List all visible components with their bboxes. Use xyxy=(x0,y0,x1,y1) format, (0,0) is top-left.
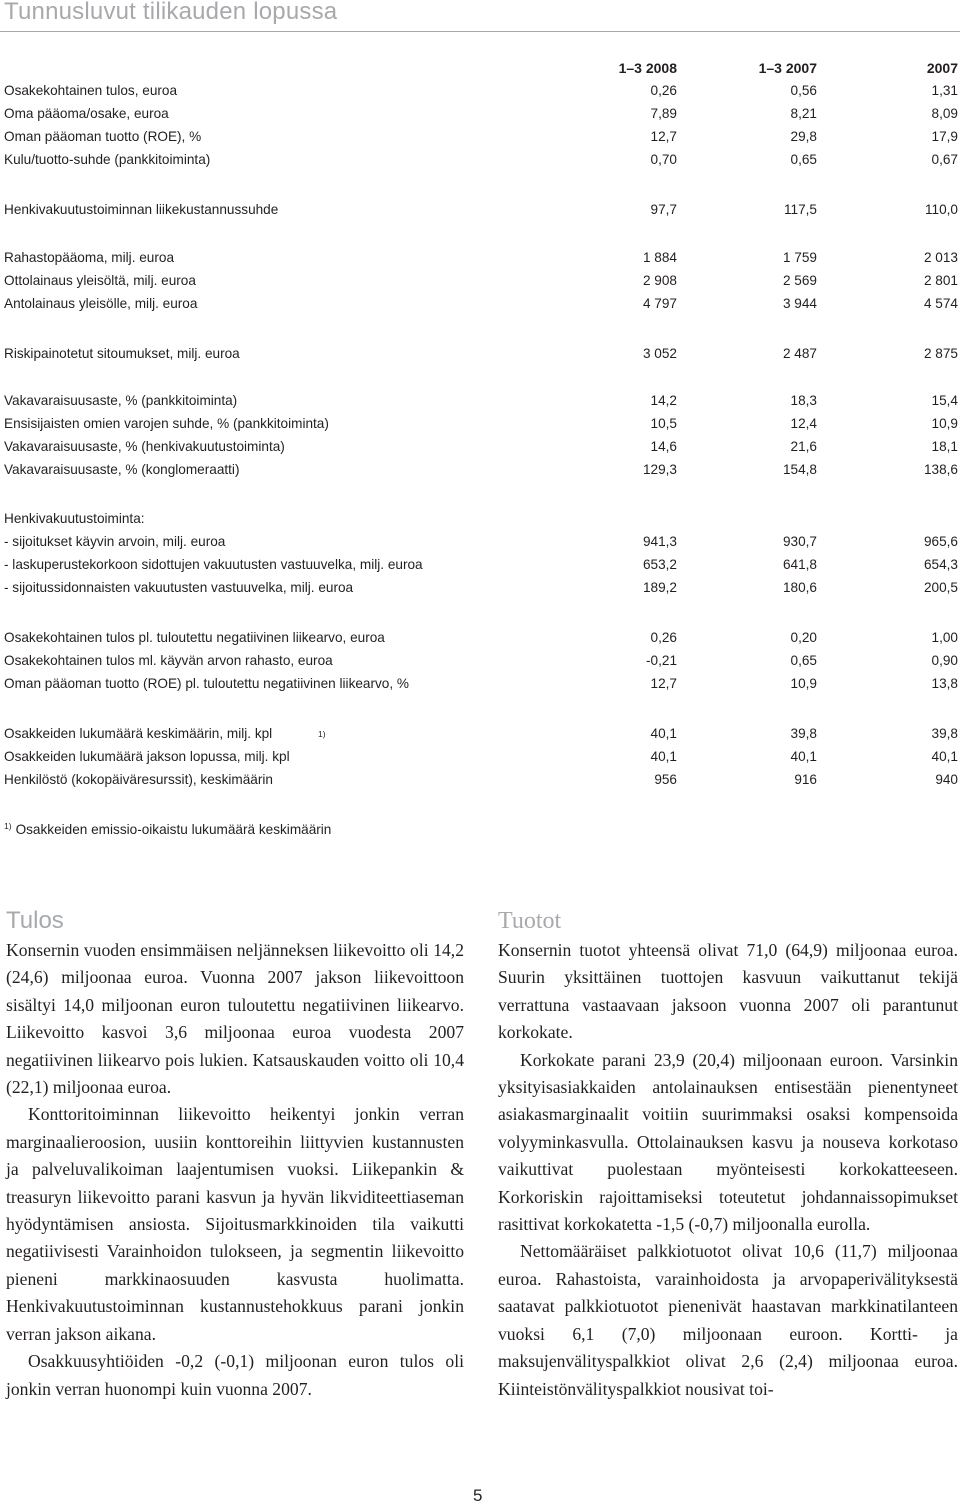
row-label: Kulu/tuotto-suhde (pankkitoiminta) xyxy=(4,152,211,167)
row-value: 8,21 xyxy=(790,106,817,121)
row-value: 12,7 xyxy=(650,129,677,144)
row-value: 941,3 xyxy=(642,534,677,549)
row-value: 0,65 xyxy=(790,152,817,167)
table-row xyxy=(0,746,960,768)
row-value: 0,26 xyxy=(650,630,677,645)
title-divider xyxy=(0,31,960,32)
paragraph: Nettomääräiset palkkiotuotot olivat 10,6 (11,7) miljoonaa euroa. Rahastoista, varainhoidosta ja arvopaperivälityksestä saatavat palkkiotuotot pienenivät haastavan markkinatilanteen vuoksi 6,1 (7,0) miljoonaan euroon. Kortti- ja maksujenvälityspalkkiot olivat 2,6 (2,4) miljoonaa euroa. Kiinteistönvälityspalkkiot nousivat toi- xyxy=(498,1241,958,1399)
row-value: 956 xyxy=(654,772,677,787)
row-value: 200,5 xyxy=(923,580,958,595)
section-heading: Tuotot xyxy=(498,908,562,934)
row-value: 39,8 xyxy=(931,726,958,741)
table-row xyxy=(0,247,960,269)
table-row xyxy=(0,343,960,365)
row-label: Antolainaus yleisölle, milj. euroa xyxy=(4,296,198,311)
table-row xyxy=(0,80,960,102)
row-value: 40,1 xyxy=(650,749,677,764)
row-value: 2 487 xyxy=(782,346,817,361)
row-value: 154,8 xyxy=(782,462,817,477)
row-value: 10,9 xyxy=(790,676,817,691)
row-value: 2 875 xyxy=(923,346,958,361)
row-value: 40,1 xyxy=(650,726,677,741)
row-value: 4 574 xyxy=(923,296,958,311)
row-label: Oman pääoman tuotto (ROE), % xyxy=(4,129,202,144)
row-label: - sijoitussidonnaisten vakuutusten vastuuvelka, milj. euroa xyxy=(4,580,354,595)
row-value: 17,9 xyxy=(931,129,958,144)
table-row xyxy=(0,149,960,171)
table-row xyxy=(0,199,960,221)
paragraph: Konsernin tuotot yhteensä olivat 71,0 (64,9) miljoonaa euroa. Suurin yksittäinen tuottojen kasvuun vaikuttanut tekijä verrattuna vastaavaan jaksoon vuonna 2007 oli parantunut korkokate. xyxy=(498,940,958,1043)
row-value: 129,3 xyxy=(642,462,677,477)
row-value: 97,7 xyxy=(650,202,677,217)
row-value: 4 797 xyxy=(642,296,677,311)
row-value: 15,4 xyxy=(931,393,958,408)
row-value: 180,6 xyxy=(782,580,817,595)
table-row xyxy=(0,436,960,458)
page-number: 5 xyxy=(473,1486,483,1505)
table-row xyxy=(0,554,960,576)
row-label: Osakekohtainen tulos pl. tuloutettu negatiivinen liikearvo, euroa xyxy=(4,630,385,645)
row-value: 189,2 xyxy=(642,580,677,595)
table-row xyxy=(0,103,960,125)
row-label: Osakkeiden lukumäärä jakson lopussa, milj. kpl xyxy=(4,749,290,764)
row-value: 653,2 xyxy=(642,557,677,572)
row-value: 18,3 xyxy=(790,393,817,408)
row-value: 965,6 xyxy=(923,534,958,549)
column-header: 1–3 2008 xyxy=(618,60,677,76)
row-value: 916 xyxy=(794,772,817,787)
row-value: 2 908 xyxy=(642,273,677,288)
section-heading: Tulos xyxy=(6,907,64,934)
row-value: 2 013 xyxy=(923,250,958,265)
row-value: 18,1 xyxy=(931,439,958,454)
row-label: - laskuperustekorkoon sidottujen vakuutusten vastuuvelka, milj. euroa xyxy=(4,557,423,572)
row-value: 8,09 xyxy=(931,106,958,121)
row-label: Rahastopääoma, milj. euroa xyxy=(4,250,175,265)
row-value: 654,3 xyxy=(923,557,958,572)
section-tuotot xyxy=(498,905,958,1403)
row-value: 12,7 xyxy=(650,676,677,691)
row-value: 0,90 xyxy=(931,653,958,668)
column-header: 2007 xyxy=(926,60,958,76)
row-value: 0,26 xyxy=(650,83,677,98)
row-value: 40,1 xyxy=(790,749,817,764)
row-label: Vakavaraisuusaste, % (henkivakuutustoiminta) xyxy=(4,439,285,454)
row-value: 12,4 xyxy=(790,416,817,431)
table-row xyxy=(0,769,960,791)
row-value: 641,8 xyxy=(782,557,817,572)
row-value: 29,8 xyxy=(790,129,817,144)
row-value: 117,5 xyxy=(783,202,817,217)
row-value: 1,31 xyxy=(931,83,958,98)
row-value: 0,65 xyxy=(790,653,817,668)
paragraph: Osakkuusyhtiöiden -0,2 (-0,1) miljoonan euron tulos oli jonkin verran huonompi kuin vuonna 2007. xyxy=(6,1351,464,1399)
row-value: 40,1 xyxy=(931,749,958,764)
row-value: 14,2 xyxy=(650,393,677,408)
row-label: Vakavaraisuusaste, % (konglomeraatti) xyxy=(4,462,240,477)
table-row xyxy=(0,531,960,553)
row-label: Henkilöstö (kokopäiväresurssit), keskimäärin xyxy=(4,772,273,787)
row-label: Oma pääoma/osake, euroa xyxy=(4,106,169,121)
row-value: 2 801 xyxy=(923,273,958,288)
row-value: 2 569 xyxy=(782,273,817,288)
column-header: 1–3 2007 xyxy=(758,60,817,76)
footnote-ref: 1) xyxy=(318,729,326,739)
row-label: Henkivakuutustoiminnan liikekustannussuhde xyxy=(4,202,279,217)
page-title: Tunnusluvut tilikauden lopussa xyxy=(4,0,338,25)
row-value: 930,7 xyxy=(782,534,817,549)
footnote-text: Osakkeiden emissio-oikaistu lukumäärä keskimäärin xyxy=(15,822,332,837)
table-row xyxy=(0,673,960,695)
row-value: 13,8 xyxy=(931,676,958,691)
row-value: 0,70 xyxy=(650,152,677,167)
paragraph: Konttoritoiminnan liikevoitto heikentyi jonkin verran marginaalieroosion, uusiin konttoreihin liittyvien kustannusten ja palveluvalikoiman laajentumisen vuoksi. Liikepankin & treasuryn liikevoitto parani kasvun ja hyvän likviditeettiaseman hyödyntämisen ansiosta. Sijoitusmarkkinoiden tila vaikutti negatiivisesti Varainhoidon tulokseen, ja segmentin liikevoitto pieneni markkinaosuuden kasvusta huolimatta. Henkivakuutustoiminnan kustannustehokkuus parani jonkin verran jakson aikana. xyxy=(6,1104,464,1344)
row-label: Riskipainotetut sitoumukset, milj. euroa xyxy=(4,346,240,361)
row-value: 0,56 xyxy=(790,83,817,98)
table-row xyxy=(0,508,960,530)
row-label: Ottolainaus yleisöltä, milj. euroa xyxy=(4,273,196,288)
row-value: 138,6 xyxy=(923,462,958,477)
table-footnote xyxy=(4,815,331,841)
row-label: Oman pääoman tuotto (ROE) pl. tuloutettu negatiivinen liikearvo, % xyxy=(4,676,410,691)
row-value: 21,6 xyxy=(790,439,817,454)
row-value: 1 884 xyxy=(642,250,677,265)
row-value: 3 052 xyxy=(642,346,677,361)
paragraph: Konsernin vuoden ensimmäisen neljänneksen liikevoitto oli 14,2 (24,6) miljoonaa euroa. Vuonna 2007 jakson liikevoittoon sisältyi 14,0 miljoonan euron tuloutettu negatiivinen liikearvo. Liikevoitto kasvoi 3,6 miljoonaa euroa vuodesta 2007 negatiivinen liikearvo pois lukien. Katsauskauden voitto oli 10,4 (22,1) miljoonaa euroa. xyxy=(6,940,464,1098)
row-value: 0,20 xyxy=(790,630,817,645)
row-label: Osakkeiden lukumäärä keskimäärin, milj. kpl xyxy=(4,726,273,741)
row-label: Ensisijaisten omien varojen suhde, % (pankkitoiminta) xyxy=(4,416,329,431)
paragraph: Korkokate parani 23,9 (20,4) miljoonaan euroon. Varsinkin yksityisasiakkaiden antolainauksen entisestään pienentyneet asiakasmarginaalit voitiin suurimmaksi osaksi kompensoida volyyminkasvulla. Ottolainauksen kasvu ja nouseva korkotaso vaikuttivat puolestaan myönteisesti korkokatteeseen. Korkoriskin rajoittamiseksi toteutetut johdannaissopimukset rasittivat korkokatetta -1,5 (-0,7) miljoonalla eurolla. xyxy=(498,1049,958,1235)
table-row xyxy=(0,723,960,745)
row-value: 1 759 xyxy=(782,250,817,265)
table-header-row xyxy=(0,57,960,79)
row-value: 110,0 xyxy=(924,202,958,217)
row-value: 14,6 xyxy=(650,439,677,454)
table-row xyxy=(0,650,960,672)
table-row xyxy=(0,270,960,292)
row-value: 1,00 xyxy=(931,630,958,645)
row-value: 10,9 xyxy=(931,416,958,431)
row-label: Osakekohtainen tulos, euroa xyxy=(4,83,178,98)
footnote-marker: 1) xyxy=(4,821,12,831)
table-row xyxy=(0,413,960,435)
row-value: 10,5 xyxy=(650,416,677,431)
table-row xyxy=(0,459,960,481)
table-row xyxy=(0,577,960,599)
row-label: - sijoitukset käyvin arvoin, milj. euroa xyxy=(4,534,226,549)
table-row xyxy=(0,293,960,315)
row-label: Vakavaraisuusaste, % (pankkitoiminta) xyxy=(4,393,238,408)
table-row xyxy=(0,126,960,148)
row-value: 39,8 xyxy=(790,726,817,741)
row-value: 7,89 xyxy=(650,106,677,121)
row-label: Henkivakuutustoiminta: xyxy=(4,511,145,526)
row-value: 3 944 xyxy=(782,296,817,311)
row-label: Osakekohtainen tulos ml. käyvän arvon rahasto, euroa xyxy=(4,653,333,668)
row-value: 0,67 xyxy=(931,152,958,167)
row-value: 940 xyxy=(935,772,958,787)
table-row xyxy=(0,390,960,412)
row-value: -0,21 xyxy=(646,653,677,668)
section-tulos xyxy=(6,905,464,1403)
table-row xyxy=(0,627,960,649)
